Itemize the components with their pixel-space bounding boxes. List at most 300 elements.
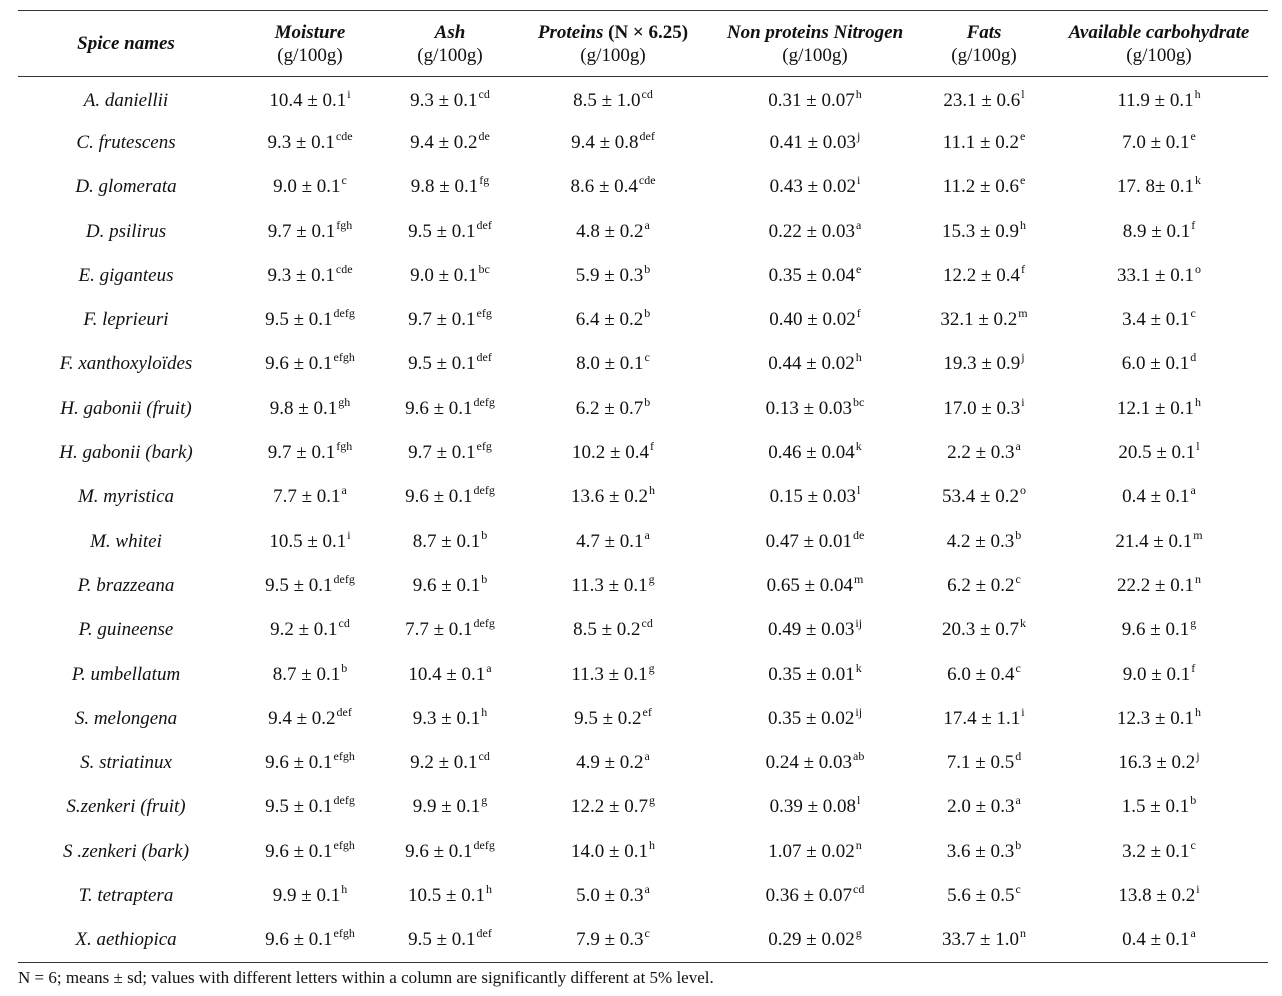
value-cell xyxy=(514,519,712,563)
value-text: 9.5 ± 0.1 xyxy=(265,309,333,331)
header-name: Moisture xyxy=(274,21,346,43)
value-cell xyxy=(1050,874,1268,918)
value-cell xyxy=(712,254,918,298)
significance-letter: efgh xyxy=(333,749,355,764)
value-text: 3.6 ± 0.3 xyxy=(946,840,1015,862)
value-cell xyxy=(712,652,918,696)
value-cell xyxy=(712,608,918,652)
value-text: 11.1 ± 0.2 xyxy=(942,131,1019,153)
value-cell xyxy=(234,298,386,342)
significance-letter: c xyxy=(644,926,650,941)
spice-name-cell: E. giganteus xyxy=(78,264,174,286)
spice-name-cell: X. aethiopica xyxy=(18,918,234,962)
value-text: 6.4 ± 0.2 xyxy=(575,309,644,331)
header-unit: (g/100g) xyxy=(782,44,848,66)
value-text: 17.0 ± 0.3 xyxy=(943,397,1021,419)
significance-letter: f xyxy=(1191,660,1196,675)
value-cell xyxy=(712,121,918,165)
significance-letter: b xyxy=(1015,837,1022,852)
significance-letter: g xyxy=(855,926,862,941)
significance-letter: l xyxy=(1196,439,1200,454)
value-cell xyxy=(514,387,712,431)
value-text: 0.24 ± 0.03 xyxy=(765,752,853,774)
header-name: Spice names xyxy=(77,33,175,54)
header-name: Ash xyxy=(434,21,466,43)
value-cell xyxy=(1050,519,1268,563)
value-text: 9.9 ± 0.1 xyxy=(272,884,341,906)
value-cell xyxy=(514,254,712,298)
value-text: 9.6 ± 0.1 xyxy=(412,574,481,596)
significance-letter: h xyxy=(1194,394,1201,409)
significance-letter: a xyxy=(1015,793,1021,808)
significance-letter: def xyxy=(476,217,492,232)
value-text: 53.4 ± 0.2 xyxy=(942,486,1019,508)
value-cell xyxy=(514,830,712,874)
value-text: 32.1 ± 0.2 xyxy=(940,309,1018,331)
header-name: Fats xyxy=(966,21,1002,43)
spice-composition-table xyxy=(18,10,1268,963)
value-cell xyxy=(514,475,712,519)
significance-letter: a xyxy=(644,881,650,896)
value-text: 14.0 ± 0.1 xyxy=(571,840,648,862)
value-text: 8.7 ± 0.1 xyxy=(412,530,481,552)
significance-letter: h xyxy=(1194,704,1201,719)
value-text: 5.6 ± 0.5 xyxy=(947,884,1015,906)
value-cell xyxy=(514,298,712,342)
value-cell xyxy=(386,121,514,165)
value-text: 12.2 ± 0.4 xyxy=(943,264,1020,286)
value-text: 9.0 ± 0.1 xyxy=(410,264,478,286)
value-cell xyxy=(386,564,514,608)
significance-letter: b xyxy=(341,660,348,675)
table-row xyxy=(18,209,1268,253)
header-unit: (g/100g) xyxy=(1126,44,1192,66)
significance-letter: o xyxy=(1194,261,1201,276)
value-cell xyxy=(918,165,1050,209)
significance-letter: defg xyxy=(473,483,495,498)
table-row xyxy=(18,874,1268,918)
table-row xyxy=(18,342,1268,386)
significance-letter: j xyxy=(857,128,861,143)
value-text: 10.2 ± 0.4 xyxy=(572,442,649,464)
value-text: 13.8 ± 0.2 xyxy=(1118,884,1196,906)
value-cell xyxy=(712,342,918,386)
value-cell xyxy=(234,608,386,652)
significance-letter: b xyxy=(1015,527,1022,542)
spice-name-cell: M. myristica xyxy=(77,486,175,508)
value-text: 12.2 ± 0.7 xyxy=(571,796,648,818)
value-cell xyxy=(234,652,386,696)
table-row xyxy=(18,830,1268,874)
value-text: 8.0 ± 0.1 xyxy=(576,353,644,375)
value-text: 9.6 ± 0.1 xyxy=(405,397,473,419)
significance-letter: defg xyxy=(333,793,355,808)
significance-letter: h xyxy=(485,881,492,896)
value-cell xyxy=(386,830,514,874)
significance-letter: c xyxy=(1015,881,1021,896)
value-cell xyxy=(514,697,712,741)
significance-letter: h xyxy=(855,350,862,365)
value-cell xyxy=(514,874,712,918)
value-text: 7.0 ± 0.1 xyxy=(1122,131,1190,153)
significance-letter: n xyxy=(855,837,862,852)
significance-letter: efg xyxy=(476,306,492,321)
value-cell xyxy=(918,741,1050,785)
significance-letter: l xyxy=(857,483,861,498)
significance-letter: f xyxy=(856,306,861,321)
value-text: 9.8 ± 0.1 xyxy=(410,176,479,198)
table-row xyxy=(18,121,1268,165)
value-text: 11.2 ± 0.6 xyxy=(942,176,1019,198)
value-text: 17.4 ± 1.1 xyxy=(943,707,1021,729)
spice-name-cell: M. whitei xyxy=(90,530,162,552)
value-cell xyxy=(918,519,1050,563)
table-row xyxy=(18,608,1268,652)
value-text: 8.7 ± 0.1 xyxy=(272,663,341,685)
significance-letter: ef xyxy=(642,704,652,719)
significance-letter: a xyxy=(644,749,650,764)
value-text: 9.3 ± 0.1 xyxy=(267,264,335,286)
spice-name-cell: P. brazzeana xyxy=(77,574,175,596)
significance-letter: b xyxy=(644,261,651,276)
significance-letter: l xyxy=(857,793,861,808)
value-cell xyxy=(918,77,1050,121)
value-cell xyxy=(234,387,386,431)
value-cell xyxy=(712,874,918,918)
significance-letter: defg xyxy=(333,571,355,586)
spice-name-cell: H. gabonii (fruit) xyxy=(60,397,192,419)
significance-letter: def xyxy=(639,128,655,143)
significance-letter: cd xyxy=(338,616,350,631)
value-text: 7.7 ± 0.1 xyxy=(405,619,473,641)
significance-letter: b xyxy=(481,527,488,542)
value-text: 23.1 ± 0.6 xyxy=(943,89,1021,111)
significance-letter: n xyxy=(1019,926,1026,941)
value-text: 9.5 ± 0.1 xyxy=(408,353,476,375)
significance-letter: a xyxy=(486,660,492,675)
value-cell xyxy=(386,431,514,475)
significance-letter: c xyxy=(644,350,650,365)
significance-letter: j xyxy=(1196,749,1200,764)
value-cell xyxy=(918,387,1050,431)
significance-letter: c xyxy=(1190,837,1196,852)
value-text: 4.9 ± 0.2 xyxy=(576,752,644,774)
value-cell xyxy=(918,121,1050,165)
value-cell xyxy=(712,697,918,741)
value-cell xyxy=(712,165,918,209)
value-cell xyxy=(234,121,386,165)
significance-letter: l xyxy=(1021,86,1025,101)
significance-letter: e xyxy=(1190,128,1196,143)
value-cell xyxy=(514,564,712,608)
value-text: 0.47 ± 0.01 xyxy=(765,530,853,552)
spice-name-cell: T. tetraptera xyxy=(78,884,174,906)
value-text: 7.1 ± 0.5 xyxy=(946,752,1015,774)
spice-name-cell: S.zenkeri (fruit) xyxy=(66,796,186,818)
value-cell xyxy=(234,697,386,741)
value-text: 0.4 ± 0.1 xyxy=(1122,929,1190,951)
significance-letter: a xyxy=(1015,439,1021,454)
significance-letter: def xyxy=(476,350,492,365)
value-cell xyxy=(918,918,1050,962)
significance-letter: h xyxy=(855,86,862,101)
value-text: 12.1 ± 0.1 xyxy=(1117,397,1194,419)
value-cell xyxy=(1050,785,1268,829)
value-cell xyxy=(712,918,918,962)
significance-letter: cde xyxy=(335,128,353,143)
value-cell xyxy=(712,77,918,121)
value-cell xyxy=(386,298,514,342)
value-cell xyxy=(514,741,712,785)
value-text: 9.4 ± 0.2 xyxy=(410,131,478,153)
value-text: 9.2 ± 0.1 xyxy=(410,752,478,774)
spice-name-cell: D. glomerata xyxy=(75,176,177,198)
value-text: 0.40 ± 0.02 xyxy=(769,309,856,331)
value-text: 0.43 ± 0.02 xyxy=(769,176,857,198)
value-cell xyxy=(1050,209,1268,253)
value-text: 6.2 ± 0.7 xyxy=(575,397,644,419)
significance-letter: j xyxy=(1021,350,1025,365)
value-cell xyxy=(386,918,514,962)
significance-letter: k xyxy=(1019,616,1026,631)
value-text: 4.2 ± 0.3 xyxy=(946,530,1015,552)
value-text: 17. 8± 0.1 xyxy=(1117,176,1194,198)
table-row xyxy=(18,697,1268,741)
value-text: 7.7 ± 0.1 xyxy=(273,486,341,508)
value-text: 9.5 ± 0.2 xyxy=(574,707,642,729)
table-row xyxy=(18,918,1268,962)
value-cell xyxy=(918,475,1050,519)
spice-name-cell: H. gabonii (bark) xyxy=(59,442,193,464)
significance-letter: a xyxy=(644,217,650,232)
significance-letter: h xyxy=(481,704,488,719)
value-cell xyxy=(234,519,386,563)
significance-letter: b xyxy=(1190,793,1197,808)
value-cell xyxy=(1050,298,1268,342)
value-text: 9.6 ± 0.1 xyxy=(265,353,333,375)
spice-name-cell: C. frutescens xyxy=(76,131,176,153)
value-text: 3.2 ± 0.1 xyxy=(1122,840,1190,862)
value-cell xyxy=(234,209,386,253)
significance-letter: i xyxy=(1021,704,1025,719)
table-row xyxy=(18,785,1268,829)
value-cell xyxy=(386,77,514,121)
significance-letter: fgh xyxy=(336,439,353,454)
significance-letter: g xyxy=(1190,616,1197,631)
value-cell xyxy=(386,652,514,696)
value-text: 9.9 ± 0.1 xyxy=(412,796,481,818)
value-text: 9.6 ± 0.1 xyxy=(265,752,333,774)
value-cell xyxy=(514,608,712,652)
value-text: 4.8 ± 0.2 xyxy=(576,220,644,242)
value-cell xyxy=(514,342,712,386)
value-text: 9.5 ± 0.1 xyxy=(408,929,476,951)
significance-letter: fgh xyxy=(336,217,353,232)
value-text: 6.0 ± 0.1 xyxy=(1121,353,1190,375)
table-row xyxy=(18,254,1268,298)
header-name: Available carbohydrate xyxy=(1068,21,1250,43)
header-name-extra: (N × 6.25) xyxy=(603,21,689,43)
significance-letter: ij xyxy=(855,704,863,719)
significance-letter: m xyxy=(1018,306,1028,321)
significance-letter: d xyxy=(1015,749,1022,764)
value-text: 5.9 ± 0.3 xyxy=(575,264,644,286)
spice-name-cell: F. xanthoxyloïdes xyxy=(59,353,193,375)
value-text: 0.44 ± 0.02 xyxy=(768,353,855,375)
significance-letter: de xyxy=(478,128,490,143)
significance-letter: defg xyxy=(333,306,355,321)
value-text: 9.0 ± 0.1 xyxy=(273,176,341,198)
significance-letter: bc xyxy=(478,261,490,276)
header-unit: (g/100g) xyxy=(277,44,343,66)
value-cell xyxy=(918,342,1050,386)
table-row xyxy=(18,741,1268,785)
significance-letter: defg xyxy=(473,837,495,852)
table-body xyxy=(18,77,1268,963)
value-cell xyxy=(386,475,514,519)
significance-letter: m xyxy=(1193,527,1203,542)
significance-letter: cd xyxy=(641,86,653,101)
significance-letter: defg xyxy=(473,616,495,631)
value-text: 10.4 ± 0.1 xyxy=(408,663,486,685)
value-text: 0.35 ± 0.04 xyxy=(768,264,856,286)
value-cell xyxy=(918,608,1050,652)
value-text: 0.65 ± 0.04 xyxy=(766,574,854,596)
value-cell xyxy=(386,785,514,829)
value-text: 0.35 ± 0.01 xyxy=(768,663,855,685)
table-footnote: N = 6; means ± sd; values with different letters within a column are significantly different at 5% level. xyxy=(18,968,714,987)
significance-letter: c xyxy=(1190,306,1196,321)
value-text: 0.15 ± 0.03 xyxy=(769,486,857,508)
table-row xyxy=(18,77,1268,121)
value-cell xyxy=(712,741,918,785)
value-cell xyxy=(514,652,712,696)
value-cell xyxy=(1050,652,1268,696)
value-text: 20.3 ± 0.7 xyxy=(942,619,1019,641)
value-text: 9.6 ± 0.1 xyxy=(405,840,473,862)
significance-letter: a xyxy=(1190,483,1196,498)
spice-name-cell: S. melongena xyxy=(74,707,178,729)
value-cell xyxy=(1050,830,1268,874)
significance-letter: def xyxy=(336,704,352,719)
header-unit: (g/100g) xyxy=(951,44,1017,66)
value-text: 9.3 ± 0.1 xyxy=(267,131,335,153)
significance-letter: i xyxy=(347,527,351,542)
spice-name-cell: A. daniellii xyxy=(83,89,169,111)
value-cell xyxy=(1050,254,1268,298)
significance-letter: n xyxy=(1194,571,1201,586)
header-non-proteins-nitrogen xyxy=(712,11,918,77)
value-cell xyxy=(386,342,514,386)
significance-letter: g xyxy=(481,793,488,808)
value-text: 9.8 ± 0.1 xyxy=(269,397,338,419)
value-cell xyxy=(386,165,514,209)
significance-letter: i xyxy=(1196,881,1200,896)
value-cell xyxy=(712,298,918,342)
value-cell xyxy=(234,254,386,298)
value-cell xyxy=(918,785,1050,829)
value-cell xyxy=(712,785,918,829)
value-text: 1.07 ± 0.02 xyxy=(768,840,855,862)
value-cell xyxy=(234,342,386,386)
spice-name-cell: S .zenkeri (bark) xyxy=(62,840,190,862)
value-cell xyxy=(918,652,1050,696)
table-row xyxy=(18,165,1268,209)
value-text: 9.3 ± 0.1 xyxy=(410,89,478,111)
significance-letter: i xyxy=(1021,394,1025,409)
value-text: 0.4 ± 0.1 xyxy=(1122,486,1190,508)
spice-name-cell: F. leprieuri xyxy=(83,309,169,331)
value-text: 9.7 ± 0.1 xyxy=(408,442,476,464)
value-cell xyxy=(918,209,1050,253)
value-cell xyxy=(1050,475,1268,519)
header-unit: (g/100g) xyxy=(580,44,646,66)
significance-letter: g xyxy=(648,660,655,675)
value-text: 9.5 ± 0.1 xyxy=(265,574,333,596)
value-text: 8.5 ± 0.2 xyxy=(573,619,641,641)
significance-letter: g xyxy=(648,793,655,808)
value-cell xyxy=(386,387,514,431)
value-text: 0.39 ± 0.08 xyxy=(769,796,857,818)
value-text: 0.46 ± 0.04 xyxy=(768,442,855,464)
significance-letter: fg xyxy=(479,173,490,188)
significance-letter: a xyxy=(644,527,650,542)
significance-letter: gh xyxy=(338,394,351,409)
significance-letter: i xyxy=(347,86,351,101)
value-cell xyxy=(1050,387,1268,431)
table-row xyxy=(18,475,1268,519)
value-cell xyxy=(234,785,386,829)
header-spice-names xyxy=(18,11,234,77)
value-cell xyxy=(386,519,514,563)
value-text: 33.1 ± 0.1 xyxy=(1117,264,1194,286)
value-text: 10.4 ± 0.1 xyxy=(269,89,347,111)
value-cell xyxy=(712,431,918,475)
value-cell xyxy=(712,830,918,874)
value-cell xyxy=(918,254,1050,298)
value-text: 9.5 ± 0.1 xyxy=(408,220,476,242)
value-text: 1.5 ± 0.1 xyxy=(1121,796,1190,818)
value-text: 20.5 ± 0.1 xyxy=(1118,442,1196,464)
significance-letter: a xyxy=(856,217,862,232)
value-cell xyxy=(234,165,386,209)
table-row xyxy=(18,519,1268,563)
value-cell xyxy=(386,741,514,785)
value-text: 9.4 ± 0.2 xyxy=(268,707,336,729)
value-cell xyxy=(234,874,386,918)
value-cell xyxy=(386,697,514,741)
value-cell xyxy=(712,209,918,253)
value-text: 0.29 ± 0.02 xyxy=(768,929,855,951)
value-text: 0.22 ± 0.03 xyxy=(768,220,856,242)
value-text: 0.31 ± 0.07 xyxy=(768,89,855,111)
value-cell xyxy=(918,697,1050,741)
significance-letter: efgh xyxy=(333,926,355,941)
value-cell xyxy=(1050,342,1268,386)
value-text: 8.9 ± 0.1 xyxy=(1122,220,1191,242)
value-cell xyxy=(918,298,1050,342)
value-text: 2.0 ± 0.3 xyxy=(947,796,1015,818)
significance-letter: defg xyxy=(473,394,495,409)
value-cell xyxy=(712,475,918,519)
value-text: 0.35 ± 0.02 xyxy=(767,707,855,729)
significance-letter: k xyxy=(1194,173,1201,188)
value-text: 9.4 ± 0.8 xyxy=(571,131,639,153)
significance-letter: b xyxy=(644,394,651,409)
value-cell xyxy=(1050,165,1268,209)
value-text: 9.6 ± 0.1 xyxy=(405,486,473,508)
value-text: 13.6 ± 0.2 xyxy=(571,486,648,508)
